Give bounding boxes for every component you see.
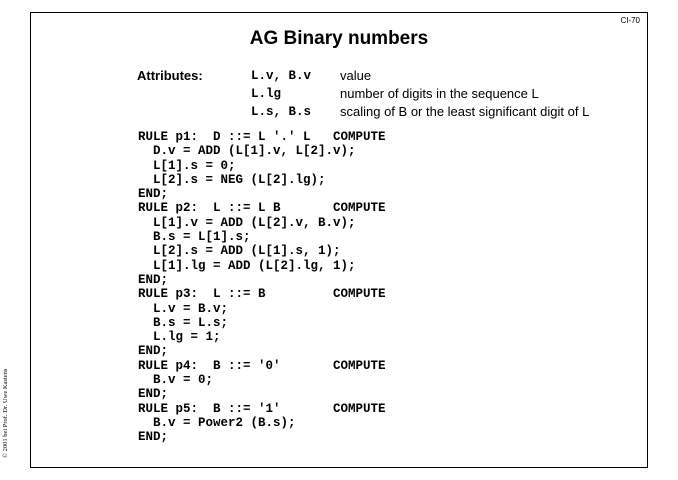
code-line: RULE p1: D ::= L '.' L COMPUTE bbox=[138, 130, 386, 144]
code-line: L[1].v = ADD (L[2].v, B.v); bbox=[138, 215, 356, 230]
code-line: RULE p2: L ::= L B COMPUTE bbox=[138, 201, 386, 216]
code-line: RULE p5: B ::= '1' COMPUTE bbox=[138, 401, 386, 416]
code-line: L.lg = 1; bbox=[138, 330, 221, 345]
code-line: B.v = 0; bbox=[138, 373, 214, 388]
code-line: D.v = ADD (L[1].v, L[2].v); bbox=[138, 144, 356, 159]
attributes-heading: Attributes: bbox=[137, 68, 203, 83]
code-line: END; bbox=[138, 344, 169, 359]
attribute-description: value bbox=[340, 68, 372, 83]
code-line: END; bbox=[138, 430, 169, 445]
code-line: END; bbox=[138, 387, 169, 402]
code-line: B.s = L[1].s; bbox=[138, 230, 251, 245]
attribute-code: L.lg bbox=[251, 87, 282, 101]
attribute-description: number of digits in the sequence L bbox=[340, 86, 539, 101]
code-line: L[2].s = NEG (L[2].lg); bbox=[138, 172, 326, 187]
attribute-code: L.v, B.v bbox=[251, 69, 312, 83]
code-line: END; bbox=[138, 187, 169, 202]
code-line: RULE p3: L ::= B COMPUTE bbox=[138, 287, 386, 302]
slide-title: AG Binary numbers bbox=[249, 28, 429, 49]
attribute-grammar-code bbox=[138, 130, 386, 445]
code-line: RULE p4: B ::= '0' COMPUTE bbox=[138, 358, 386, 373]
attribute-description: scaling of B or the least significant digit of L bbox=[340, 104, 590, 119]
attribute-code: L.s, B.s bbox=[251, 105, 312, 119]
code-line: B.s = L.s; bbox=[138, 315, 229, 330]
copyright-notice: © 2001 bei Prof. Dr. Uwe Kastens bbox=[2, 368, 9, 458]
code-line: B.v = Power2 (B.s); bbox=[138, 415, 296, 430]
code-line: L.v = B.v; bbox=[138, 301, 229, 316]
code-line: L[1].s = 0; bbox=[138, 158, 236, 173]
code-line: END; bbox=[138, 272, 169, 287]
code-line: L[1].lg = ADD (L[2].lg, 1); bbox=[138, 258, 356, 273]
code-line: L[2].s = ADD (L[1].s, 1); bbox=[138, 244, 341, 259]
slide-id: CI-70 bbox=[620, 16, 640, 25]
